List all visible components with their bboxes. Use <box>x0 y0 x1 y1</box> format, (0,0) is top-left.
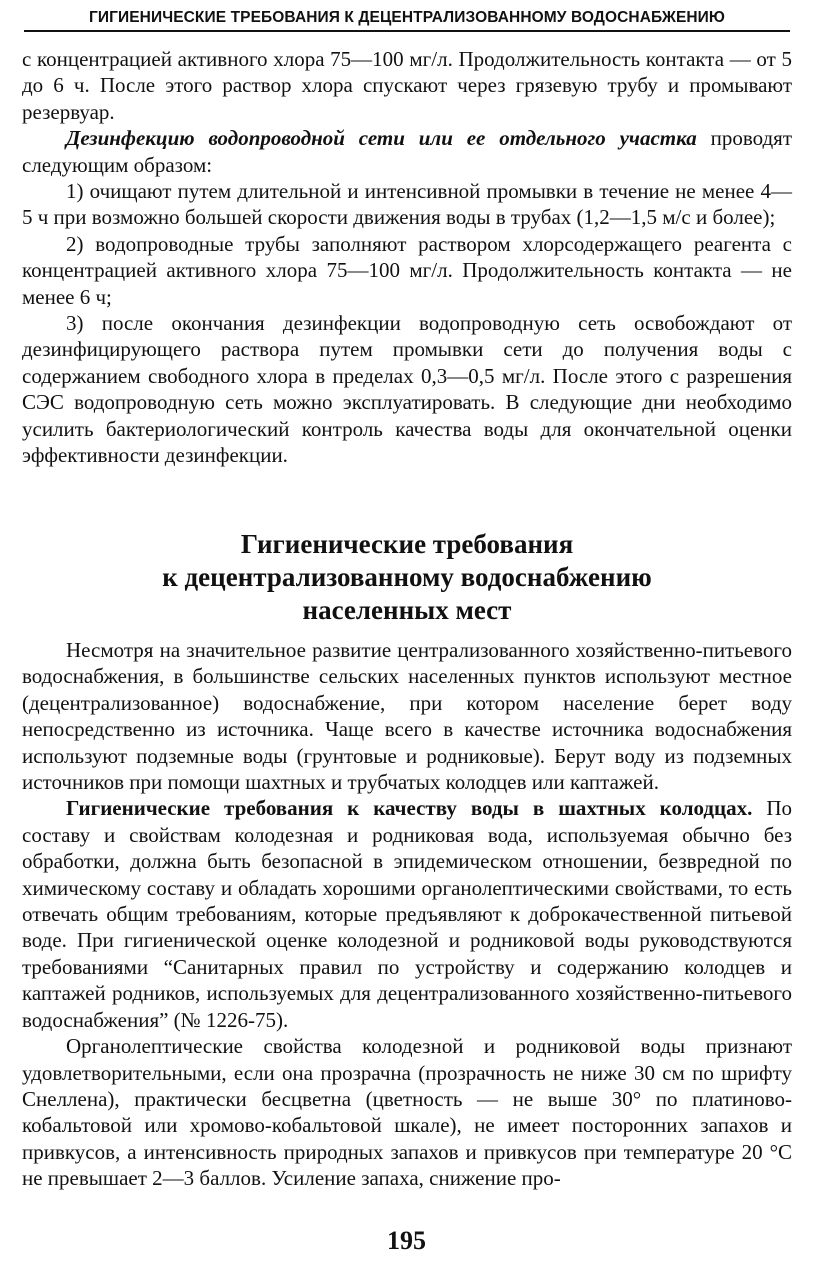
paragraph-lead-italic: Дезинфекцию водопроводной сети или ее отдельного участка <box>66 126 697 151</box>
heading-line-2: к децентрализованному водоснабжению <box>162 562 652 592</box>
paragraph-lead-rest: По составу и свойствам колодезная и родниковая вода, используемая обычно без обработки, должна быть безопасной в эпидемическом отношении, безвредной по химическому составу и обладать хорошими органолептическими свойствами, то есть отвечать общим требованиям, которые предъявляют к доброкачественной питьевой воде. При гигиенической оценке колодезной и родниковой воды руководствуются требованиями “Санитарных правил по устройству и содержанию колодцев и каптажей родников, используемых для децентрализованного хозяйственно-питьевого водоснабжения” (№ 1226-75). <box>22 796 793 1032</box>
heading-line-1: Гигиенические требования <box>240 529 574 559</box>
page-number: 195 <box>387 1226 426 1255</box>
heading-line-3: населенных мест <box>302 595 512 625</box>
paragraph-network-disinfection <box>22 125 792 178</box>
paragraph-lead-rest: проводят следующим образом: <box>22 126 793 177</box>
list-item-1: 1) очищают путем длительной и интенсивной промывки в течение не менее 4—5 ч при возможно большей скорости движения воды в трубах (1,2—1,5 м/с и более); <box>22 179 792 230</box>
paragraph-well-requirements <box>22 795 792 1033</box>
paragraph-organoleptic: Органолептические свойства колодезной и родниковой воды признают удовлетворительными, если она прозрачна (прозрачность не ниже 30 см по шрифту Снеллена), практически бесцветна (цветность — не выше 30° по платиново-кобальтовой или хромово-кобальтовой шкале), не имеет посторонних запахов и привкусов, а интенсивность природных запахов и привкусов при температуре 20 °С не превышает 2—3 баллов. Усиление запаха, снижение про- <box>22 1034 792 1191</box>
paragraph-reservoir-flush: с концентрацией активного хлора 75—100 мг/л. Продолжительность контакта — от 5 до 6 ч. После этого раствор хлора спускают через грязевую трубу и промывают резервуар. <box>22 47 792 124</box>
list-item-3: 3) после окончания дезинфекции водопроводную сеть освобождают от дезинфицирующего раствора путем промывки сети до получения воды с содержанием свободного хлора в пределах 0,3—0,5 мг/л. После этого с разрешения СЭС водопроводную сеть можно эксплуатировать. В следующие дни необходимо усилить бактериологический контроль качества воды для окончательной оценки эффективности дезинфекции. <box>22 311 792 468</box>
list-item-2: 2) водопроводные трубы заполняют раствором хлорсодержащего реагента с концентрацией активного хлора 75—100 мг/л. Продолжительность контакта — не менее 6 ч; <box>22 231 792 309</box>
section-disinfection-text <box>22 46 792 469</box>
running-head: ГИГИЕНИЧЕСКИЕ ТРЕБОВАНИЯ К ДЕЦЕНТРАЛИЗОВАННОМУ ВОДОСНАБЖЕНИЮ <box>24 6 790 32</box>
section-decentralized-text <box>22 637 792 1192</box>
paragraph-lead-bold: Гигиенические требования к качеству воды в шахтных колодцах. <box>66 796 753 821</box>
paragraph-intro: Несмотря на значительное развитие централизованного хозяйственно-питьевого водоснабжения, в большинстве сельских населенных пунктов используют местное (децентрализованное) водоснабжение, при котором население берет воду непосредственно из источника. Чаще всего в качестве источника водоснабжения используют подземные воды (грунтовые и родниковые). Берут воду из подземных источников при помощи шахтных и трубчатых колодцев или каптажей. <box>22 638 792 795</box>
section-heading <box>22 528 792 627</box>
